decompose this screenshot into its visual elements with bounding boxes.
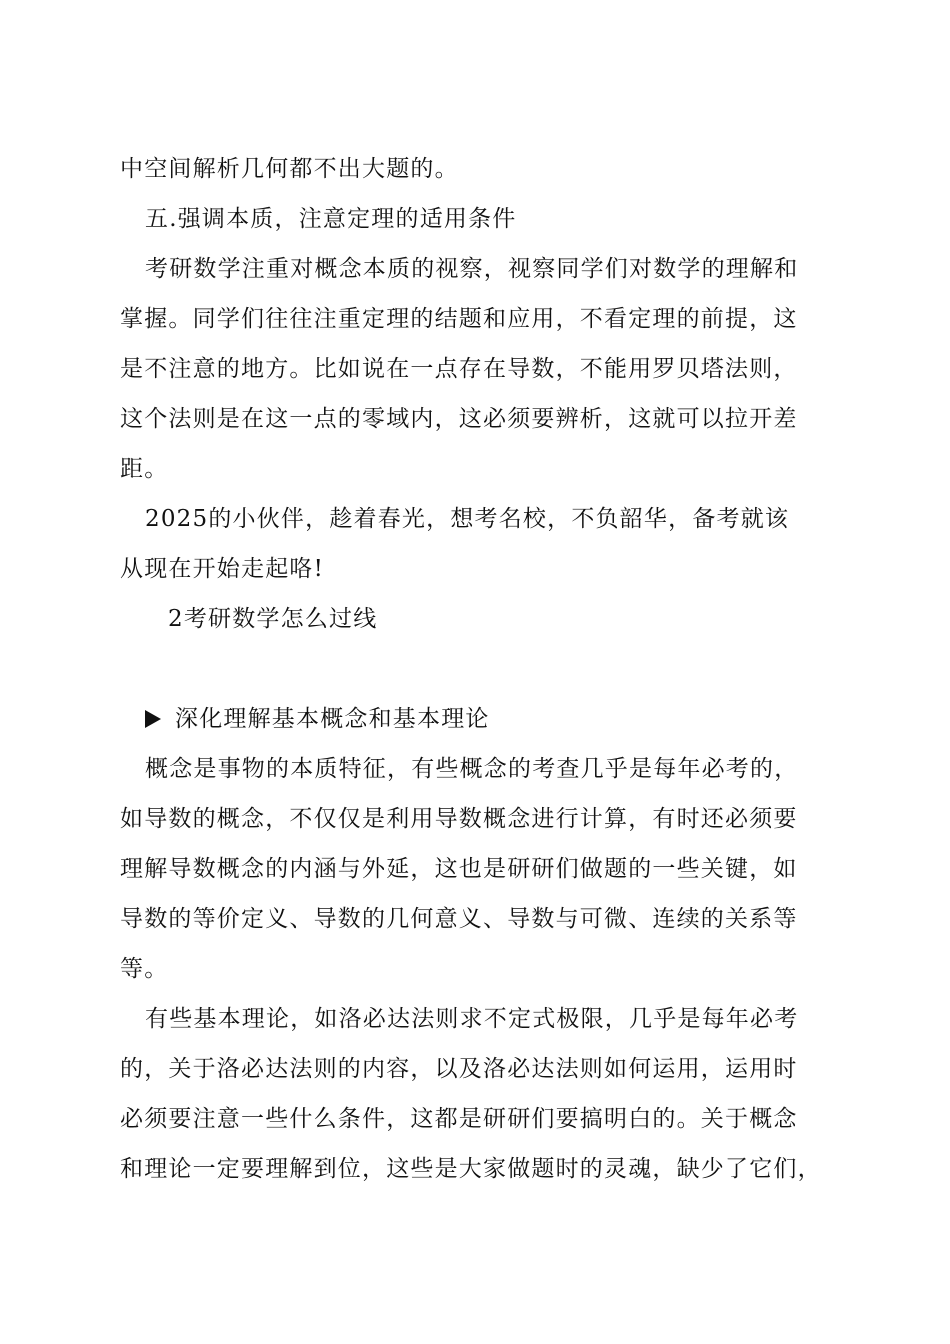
bullet-heading-text: 深化理解基本概念和基本理论 (175, 706, 490, 732)
paragraph-line: 等。 (120, 956, 169, 982)
paragraph-line: 导数的等价定义、导数的几何意义、导数与可微、连续的关系等 (120, 906, 798, 932)
paragraph-line: 理解导数概念的内涵与外延，这也是研研们做题的一些关键，如 (120, 856, 798, 882)
paragraph-line: 的，关于洛必达法则的内容，以及洛必达法则如何运用，运用时 (120, 1056, 798, 1082)
paragraph-line: 是不注意的地方。比如说在一点存在导数，不能用罗贝塔法则， (120, 356, 798, 382)
section-heading: 五.强调本质，注意定理的适用条件 (145, 206, 517, 232)
bullet-heading (145, 704, 490, 734)
paragraph-line: 从现在开始走起咯! (120, 556, 325, 582)
paragraph-line: 概念是事物的本质特征，有些概念的考查几乎是每年必考的， (145, 756, 799, 782)
paragraph-line: 如导数的概念，不仅仅是利用导数概念进行计算，有时还必须要 (120, 806, 798, 832)
paragraph-line: 必须要注意一些什么条件，这都是研研们要搞明白的。关于概念 (120, 1106, 798, 1132)
paragraph-line: 考研数学注重对概念本质的视察，视察同学们对数学的理解和 (145, 256, 799, 282)
paragraph-line: 中空间解析几何都不出大题的。 (120, 156, 459, 182)
paragraph-line: 距。 (120, 456, 169, 482)
paragraph-line: 和理论一定要理解到位，这些是大家做题时的灵魂，缺少了它们， (120, 1156, 822, 1182)
section-title: 2考研数学怎么过线 (168, 606, 378, 632)
triangle-bullet-icon (145, 710, 161, 728)
paragraph-line: 有些基本理论，如洛必达法则求不定式极限，几乎是每年必考 (145, 1006, 799, 1032)
paragraph-line: 这个法则是在这一点的零域内，这必须要辨析，这就可以拉开差 (120, 406, 798, 432)
paragraph-line: 掌握。同学们往往注重定理的结题和应用，不看定理的前提，这 (120, 306, 798, 332)
paragraph-line: 2025的小伙伴，趁着春光，想考名校，不负韶华，备考就该 (145, 506, 790, 532)
